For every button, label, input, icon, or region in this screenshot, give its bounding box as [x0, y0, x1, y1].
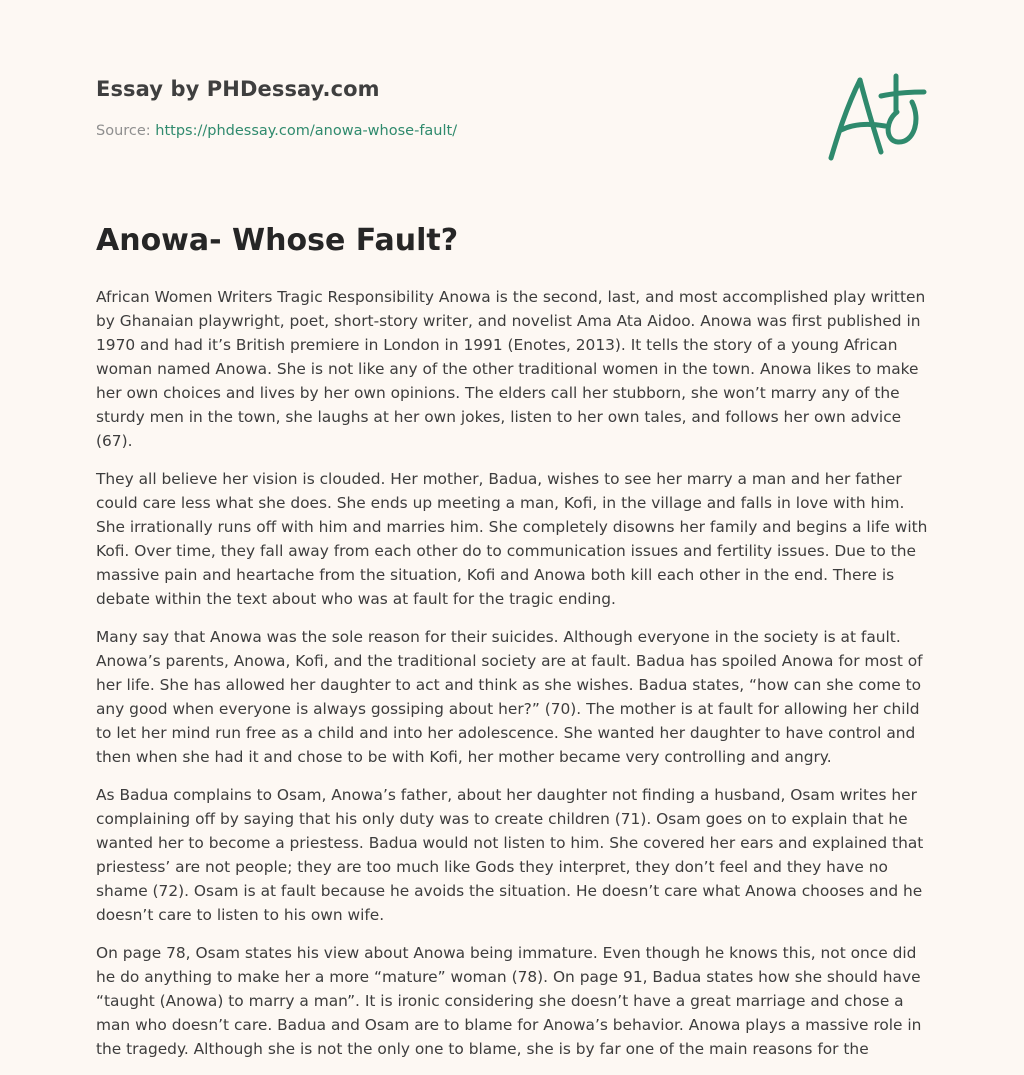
article-title: Anowa- Whose Fault?	[96, 223, 459, 258]
site-brand: Essay by PHDessay.com	[96, 77, 380, 101]
a-plus-logo-icon	[823, 68, 927, 164]
paragraph-5: On page 78, Osam states his view about Anowa being immature. Even though he knows this, not once did he do anything to make her a more “mature” woman (78). On page 91, Badua states how she should have “taught (Anowa) to marry a man”. It is ironic considering she doesn’t have a great marriage and chose a man who doesn’t care. Badua and Osam are to blame for Anowa’s behavior. Anowa plays a massive role in the tragedy. Although she is not the only one to blame, she is by far one of the main reasons for the	[96, 944, 922, 1058]
paragraph-3: Many say that Anowa was the sole reason for their suicides. Although everyone in the society is at fault. Anowa’s parents, Anowa, Kofi, and the traditional society are at fault. Badua has spoiled Anowa for most of her life. She has allowed her daughter to act and think as she wishes. Badua states, “how can she come to any good when everyone is always gossiping about her?” (70). The mother is at fault for allowing her child to let her mind run free as a child and into her adolescence. She wanted her daughter to have control and then when she had it and chose to be with Kofi, her mother became very controlling and angry.	[96, 628, 923, 766]
paragraph-4: As Badua complains to Osam, Anowa’s father, about her daughter not finding a husband, Osam writes her complaining off by saying that his only duty was to create children (71). Osam goes on to explain that he wanted her to become a priestess. Badua would not listen to him. She covered her ears and explained that priestess’ are not people; they are too much like Gods they interpret, they don’t feel and they have no shame (72). Osam is at fault because he avoids the situation. He doesn’t care what Anowa chooses and he doesn’t care to listen to his own wife.	[96, 786, 924, 924]
source-line	[96, 123, 457, 139]
article-body	[96, 285, 928, 1075]
source-label: Source:	[96, 123, 151, 139]
source-link[interactable]: https://phdessay.com/anowa-whose-fault/	[155, 123, 458, 139]
paragraph-1: African Women Writers Tragic Responsibility Anowa is the second, last, and most accomplished play written by Ghanaian playwright, poet, short-story writer, and novelist Ama Ata Aidoo. Anowa was first published in 1970 and had it’s British premiere in London in 1991 (Enotes, 2013). It tells the story of a young African woman named Anowa. She is not like any of the other traditional women in the town. Anowa likes to make her own choices and lives by her own opinions. The elders call her stubborn, she won’t marry any of the sturdy men in the town, she laughs at her own jokes, listen to her own tales, and follows her own advice (67).	[96, 288, 926, 450]
paragraph-2: They all believe her vision is clouded. Her mother, Badua, wishes to see her marry a man and her father could care less what she does. She ends up meeting a man, Kofi, in the village and falls in love with him. She irrationally runs off with him and marries him. She completely disowns her family and begins a life with Kofi. Over time, they fall away from each other do to communication issues and fertility issues. Due to the massive pain and heartache from the situation, Kofi and Anowa both kill each other in the end. There is debate within the text about who was at fault for the tragic ending.	[96, 470, 928, 608]
